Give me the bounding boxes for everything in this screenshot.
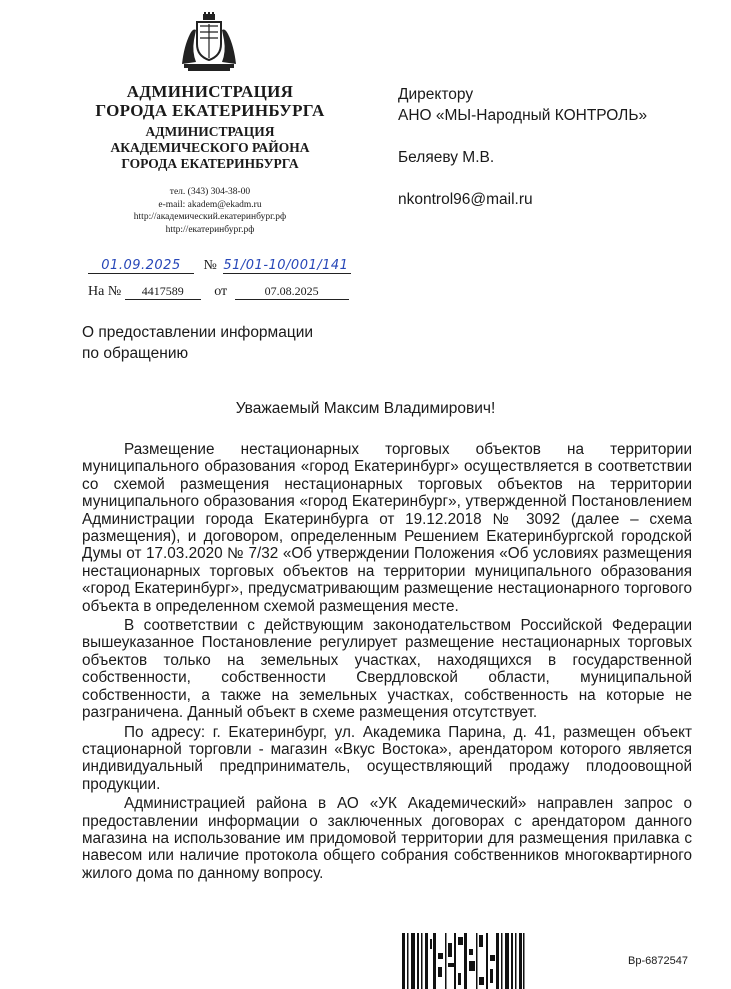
sub-org-line-3: ГОРОДА ЕКАТЕРИНБУРГА	[121, 156, 299, 171]
contact-phone: тел. (343) 304-38-00	[169, 187, 251, 197]
contact-site-1: http://академический.екатеринбург.рф	[133, 212, 287, 222]
reference-line	[88, 284, 349, 300]
sub-org-line-2: АКАДЕМИЧЕСКОГО РАЙОНА	[110, 140, 310, 155]
contact-site-2: http://екатеринбург.рф	[165, 224, 255, 235]
paragraph-3: По адресу: г. Екатеринбург, ул. Академика Парина, д. 41, размещен объект стационарной торговли - магазин «Вкус Востока», арендатором которого является индивидуальный предприниматель, осуществляющий продажу плодоовощной продукции.	[82, 723, 692, 793]
paragraph-4: Администрацией района в АО «УК Академический» направлен запрос о предоставлении информации о заключенных договорах с арендатором данного магазина на использование им придомовой территории для размещения прилавка с навесом или наличие протокола общего собрания собственников многоквартирного жилого дома по данному вопросу.	[82, 795, 692, 882]
reference-date: 07.08.2025	[235, 284, 349, 300]
coat-of-arms-icon	[178, 12, 240, 72]
recipient-title: Директору	[398, 86, 474, 103]
recipient-block	[398, 84, 647, 210]
registration-date: 01.09.2025	[88, 258, 194, 274]
registration-line	[88, 258, 351, 274]
reference-from-label: от	[214, 284, 228, 299]
sub-org-line-1: АДМИНИСТРАЦИЯ	[145, 124, 275, 139]
subject-line-1: О предоставлении информации	[82, 324, 314, 341]
contacts-block	[40, 186, 380, 236]
contact-email: e-mail: akadem@ekadm.ru	[158, 199, 262, 210]
recipient-email: nkontrol96@mail.ru	[398, 191, 533, 208]
recipient-org: АНО «МЫ-Народный КОНТРОЛЬ»	[398, 107, 648, 124]
recipient-name: Беляеву М.В.	[398, 149, 495, 166]
registration-no-label: №	[203, 258, 217, 273]
subject-line-2: по обращению	[82, 345, 189, 362]
paragraph-2: В соответствии с действующим законодательством Российской Федерации вышеуказанное Постановление регулирует размещение нестационарных торговых объектов только на земельных участках, находящихся в государственной собственности, собственности Свердловской области, муниципальной собственности, а также на земельных участках, собственность на которые не разграничена. Данный объект в схеме размещения отсутствует.	[82, 617, 692, 722]
greeting: Уважаемый Максим Владимирович!	[235, 400, 496, 417]
org-line-1: АДМИНИСТРАЦИЯ	[126, 82, 294, 101]
org-name	[40, 82, 380, 120]
paragraph-1: Размещение нестационарных торговых объектов на территории муниципального образования «город Екатеринбург» осуществляется в соответствии со схемой размещения нестационарных торговых объектов на территории муниципального образования «город Екатеринбург», утвержденной Постановлением Администрации города Екатеринбурга от 19.12.2018 № 3092 (далее – схема размещения), и договором, определенным Решением Екатеринбургской городской Думы от 17.03.2020 № 7/32 «Об утверждении Положения «Об условиях размещения нестационарных торговых объектов на территории муниципального образования «город Екатеринбург», предусматривающим размещение нестационарного торгового объекта в определенном схемой размещения месте.	[82, 441, 692, 615]
registration-number: 51/01-10/001/141	[223, 258, 351, 274]
org-line-2: ГОРОДА ЕКАТЕРИНБУРГА	[95, 101, 325, 120]
subject-block	[82, 322, 382, 364]
document-id: Вр-6872547	[628, 955, 688, 967]
reference-number: 4417589	[125, 284, 201, 300]
sub-org-name	[40, 124, 380, 172]
reference-label: На №	[88, 284, 122, 299]
barcode-icon	[402, 933, 526, 989]
letter-body	[82, 441, 692, 884]
